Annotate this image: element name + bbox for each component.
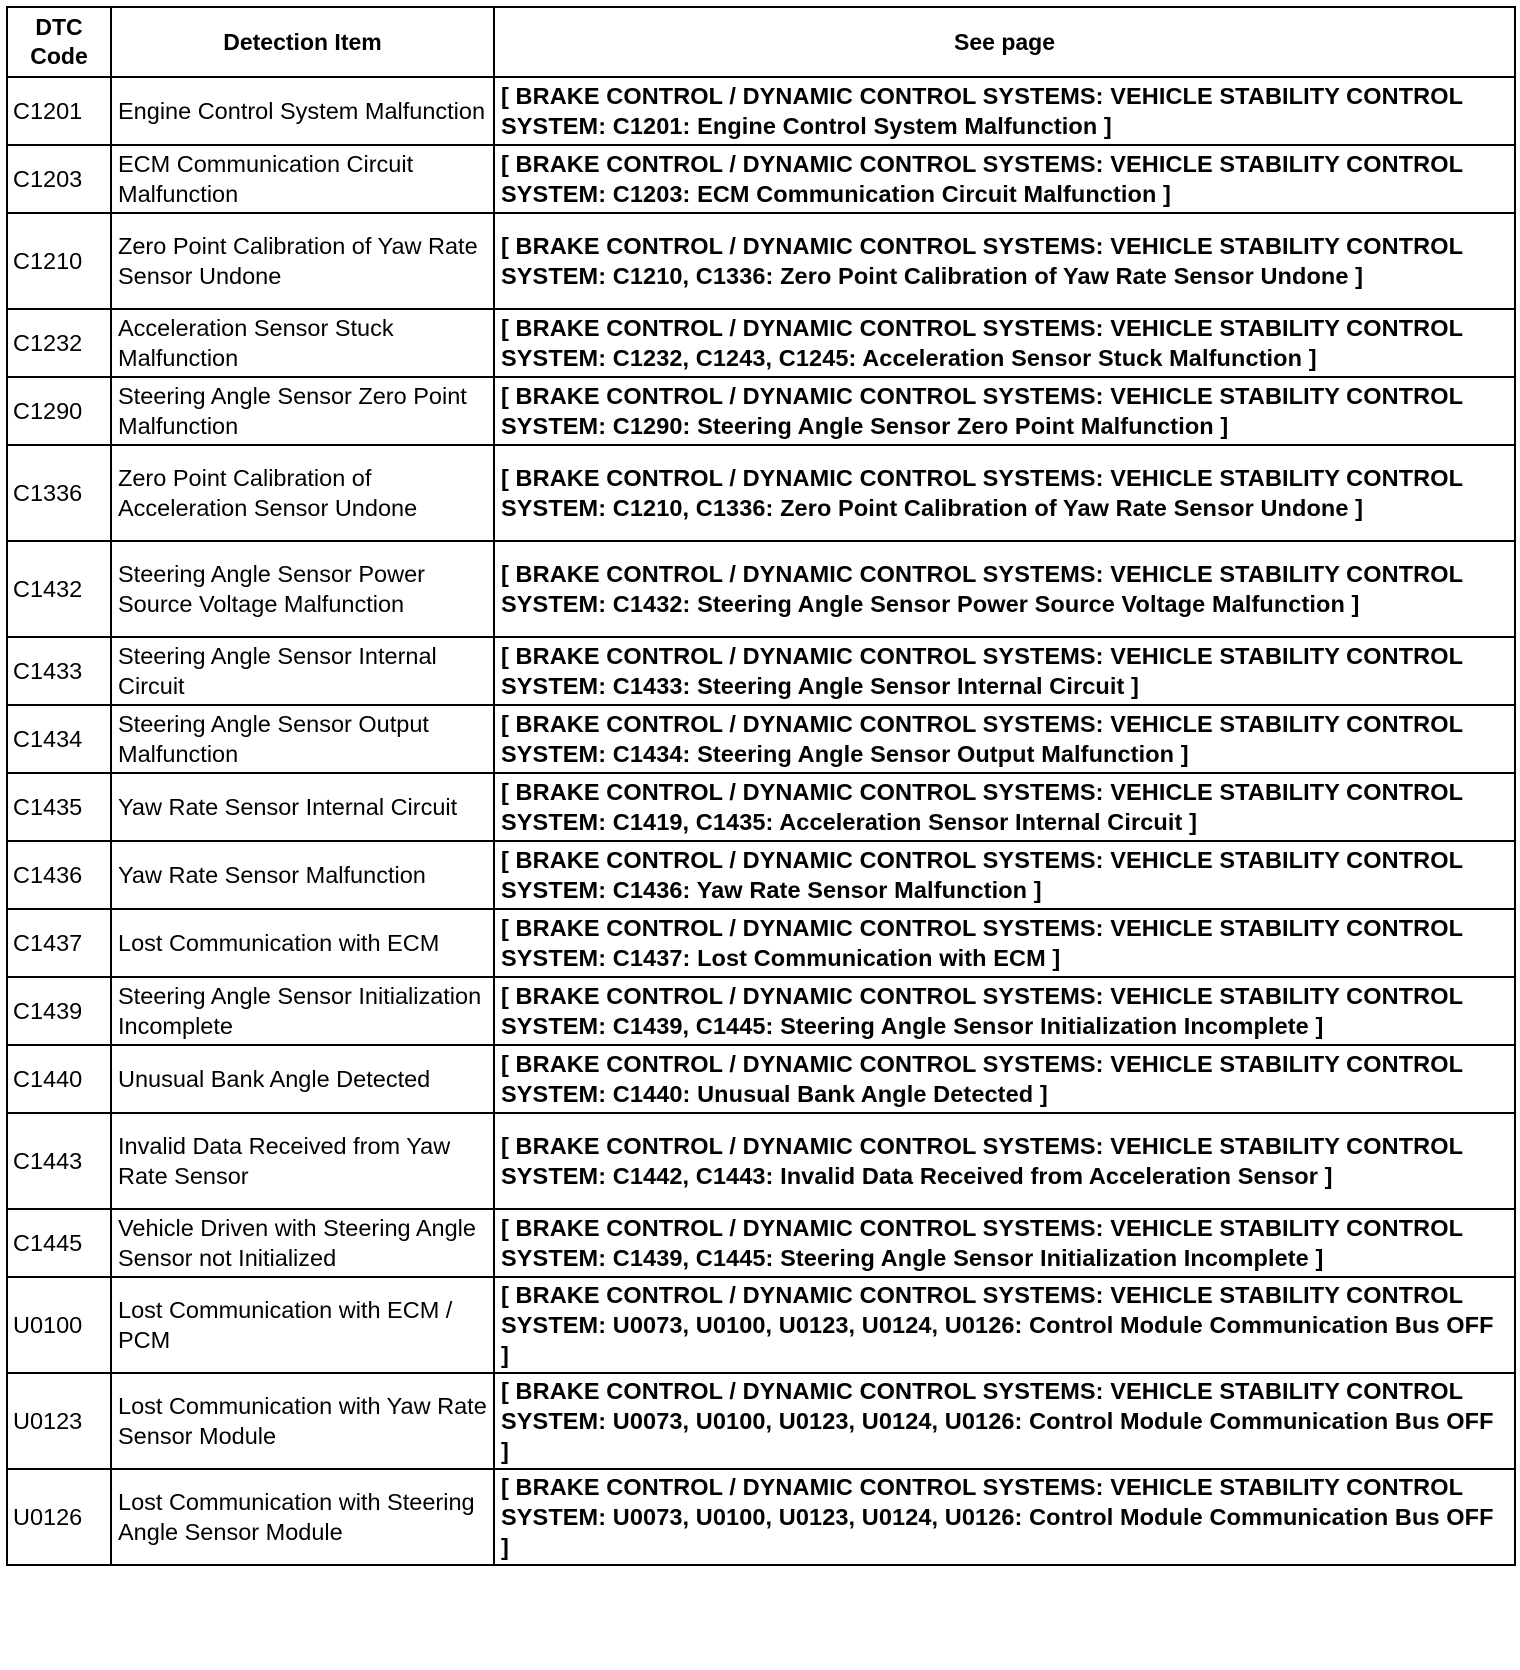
table-row <box>7 213 1515 309</box>
table-header-row <box>7 7 1515 77</box>
detection-item-cell: Steering Angle Sensor Power Source Voltage Malfunction <box>111 541 494 637</box>
detection-item-cell: Lost Communication with ECM <box>111 909 494 977</box>
detection-item-cell: Acceleration Sensor Stuck Malfunction <box>111 309 494 377</box>
dtc-code-cell: C1210 <box>7 213 111 309</box>
table-row <box>7 541 1515 637</box>
detection-item-cell: Lost Communication with ECM / PCM <box>111 1277 494 1373</box>
see-page-link[interactable]: [ BRAKE CONTROL / DYNAMIC CONTROL SYSTEMS: VEHICLE STABILITY CONTROL SYSTEM: C1442, C1443: Invalid Data Received from Acceleration Sensor ] <box>494 1113 1515 1209</box>
detection-item-cell: Engine Control System Malfunction <box>111 77 494 145</box>
see-page-link[interactable]: [ BRAKE CONTROL / DYNAMIC CONTROL SYSTEMS: VEHICLE STABILITY CONTROL SYSTEM: C1434: Steering Angle Sensor Output Malfunction ] <box>494 705 1515 773</box>
dtc-table <box>6 6 1516 1566</box>
see-page-link[interactable]: [ BRAKE CONTROL / DYNAMIC CONTROL SYSTEMS: VEHICLE STABILITY CONTROL SYSTEM: C1419, C1435: Acceleration Sensor Internal Circuit ] <box>494 773 1515 841</box>
table-row <box>7 1209 1515 1277</box>
detection-item-cell: Invalid Data Received from Yaw Rate Sensor <box>111 1113 494 1209</box>
dtc-code-cell: U0126 <box>7 1469 111 1565</box>
header-dtc-code-line2: Code <box>30 43 88 69</box>
dtc-code-cell: U0100 <box>7 1277 111 1373</box>
see-page-link[interactable]: [ BRAKE CONTROL / DYNAMIC CONTROL SYSTEMS: VEHICLE STABILITY CONTROL SYSTEM: C1433: Steering Angle Sensor Internal Circuit ] <box>494 637 1515 705</box>
header-dtc-code-line1: DTC <box>35 14 83 40</box>
detection-item-cell: Yaw Rate Sensor Internal Circuit <box>111 773 494 841</box>
see-page-link[interactable]: [ BRAKE CONTROL / DYNAMIC CONTROL SYSTEMS: VEHICLE STABILITY CONTROL SYSTEM: U0073, U0100, U0123, U0124, U0126: Control Module Communication Bus OFF ] <box>494 1277 1515 1373</box>
detection-item-cell: Lost Communication with Steering Angle Sensor Module <box>111 1469 494 1565</box>
table-row <box>7 1277 1515 1373</box>
detection-item-cell: ECM Communication Circuit Malfunction <box>111 145 494 213</box>
see-page-link[interactable]: [ BRAKE CONTROL / DYNAMIC CONTROL SYSTEMS: VEHICLE STABILITY CONTROL SYSTEM: C1210, C1336: Zero Point Calibration of Yaw Rate Sensor Undone ] <box>494 213 1515 309</box>
see-page-link[interactable]: [ BRAKE CONTROL / DYNAMIC CONTROL SYSTEMS: VEHICLE STABILITY CONTROL SYSTEM: C1437: Lost Communication with ECM ] <box>494 909 1515 977</box>
dtc-code-cell: C1290 <box>7 377 111 445</box>
see-page-link[interactable]: [ BRAKE CONTROL / DYNAMIC CONTROL SYSTEMS: VEHICLE STABILITY CONTROL SYSTEM: C1436: Yaw Rate Sensor Malfunction ] <box>494 841 1515 909</box>
dtc-code-cell: C1434 <box>7 705 111 773</box>
dtc-code-cell: C1437 <box>7 909 111 977</box>
table-row <box>7 1113 1515 1209</box>
dtc-code-cell: C1336 <box>7 445 111 541</box>
dtc-code-cell: C1201 <box>7 77 111 145</box>
header-dtc-code <box>7 7 111 77</box>
dtc-code-cell: U0123 <box>7 1373 111 1469</box>
see-page-link[interactable]: [ BRAKE CONTROL / DYNAMIC CONTROL SYSTEMS: VEHICLE STABILITY CONTROL SYSTEM: C1232, C1243, C1245: Acceleration Sensor Stuck Malfunction ] <box>494 309 1515 377</box>
header-detection-item: Detection Item <box>111 7 494 77</box>
dtc-code-cell: C1440 <box>7 1045 111 1113</box>
detection-item-cell: Lost Communication with Yaw Rate Sensor Module <box>111 1373 494 1469</box>
see-page-link[interactable]: [ BRAKE CONTROL / DYNAMIC CONTROL SYSTEMS: VEHICLE STABILITY CONTROL SYSTEM: C1439, C1445: Steering Angle Sensor Initialization Incomplete ] <box>494 1209 1515 1277</box>
header-see-page: See page <box>494 7 1515 77</box>
table-row <box>7 1469 1515 1565</box>
see-page-link[interactable]: [ BRAKE CONTROL / DYNAMIC CONTROL SYSTEMS: VEHICLE STABILITY CONTROL SYSTEM: U0073, U0100, U0123, U0124, U0126: Control Module Communication Bus OFF ] <box>494 1373 1515 1469</box>
table-row <box>7 377 1515 445</box>
table-row <box>7 841 1515 909</box>
dtc-code-cell: C1433 <box>7 637 111 705</box>
detection-item-cell: Steering Angle Sensor Output Malfunction <box>111 705 494 773</box>
detection-item-cell: Unusual Bank Angle Detected <box>111 1045 494 1113</box>
table-row <box>7 445 1515 541</box>
detection-item-cell: Yaw Rate Sensor Malfunction <box>111 841 494 909</box>
table-row <box>7 1045 1515 1113</box>
see-page-link[interactable]: [ BRAKE CONTROL / DYNAMIC CONTROL SYSTEMS: VEHICLE STABILITY CONTROL SYSTEM: C1201: Engine Control System Malfunction ] <box>494 77 1515 145</box>
detection-item-cell: Steering Angle Sensor Zero Point Malfunction <box>111 377 494 445</box>
dtc-code-cell: C1436 <box>7 841 111 909</box>
table-row <box>7 773 1515 841</box>
detection-item-cell: Steering Angle Sensor Initialization Incomplete <box>111 977 494 1045</box>
see-page-link[interactable]: [ BRAKE CONTROL / DYNAMIC CONTROL SYSTEMS: VEHICLE STABILITY CONTROL SYSTEM: C1210, C1336: Zero Point Calibration of Yaw Rate Sensor Undone ] <box>494 445 1515 541</box>
see-page-link[interactable]: [ BRAKE CONTROL / DYNAMIC CONTROL SYSTEMS: VEHICLE STABILITY CONTROL SYSTEM: C1440: Unusual Bank Angle Detected ] <box>494 1045 1515 1113</box>
see-page-link[interactable]: [ BRAKE CONTROL / DYNAMIC CONTROL SYSTEMS: VEHICLE STABILITY CONTROL SYSTEM: C1439, C1445: Steering Angle Sensor Initialization Incomplete ] <box>494 977 1515 1045</box>
table-row <box>7 705 1515 773</box>
see-page-link[interactable]: [ BRAKE CONTROL / DYNAMIC CONTROL SYSTEMS: VEHICLE STABILITY CONTROL SYSTEM: C1290: Steering Angle Sensor Zero Point Malfunction ] <box>494 377 1515 445</box>
detection-item-cell: Zero Point Calibration of Yaw Rate Sensor Undone <box>111 213 494 309</box>
dtc-code-cell: C1232 <box>7 309 111 377</box>
detection-item-cell: Zero Point Calibration of Acceleration Sensor Undone <box>111 445 494 541</box>
table-row <box>7 1373 1515 1469</box>
table-row <box>7 77 1515 145</box>
table-row <box>7 977 1515 1045</box>
dtc-code-cell: C1443 <box>7 1113 111 1209</box>
see-page-link[interactable]: [ BRAKE CONTROL / DYNAMIC CONTROL SYSTEMS: VEHICLE STABILITY CONTROL SYSTEM: C1432: Steering Angle Sensor Power Source Voltage Malfunction ] <box>494 541 1515 637</box>
table-row <box>7 637 1515 705</box>
table-body <box>7 77 1515 1565</box>
dtc-code-cell: C1432 <box>7 541 111 637</box>
see-page-link[interactable]: [ BRAKE CONTROL / DYNAMIC CONTROL SYSTEMS: VEHICLE STABILITY CONTROL SYSTEM: C1203: ECM Communication Circuit Malfunction ] <box>494 145 1515 213</box>
dtc-code-cell: C1203 <box>7 145 111 213</box>
detection-item-cell: Vehicle Driven with Steering Angle Sensor not Initialized <box>111 1209 494 1277</box>
see-page-link[interactable]: [ BRAKE CONTROL / DYNAMIC CONTROL SYSTEMS: VEHICLE STABILITY CONTROL SYSTEM: U0073, U0100, U0123, U0124, U0126: Control Module Communication Bus OFF ] <box>494 1469 1515 1565</box>
table-row <box>7 909 1515 977</box>
table-row <box>7 145 1515 213</box>
dtc-code-cell: C1439 <box>7 977 111 1045</box>
detection-item-cell: Steering Angle Sensor Internal Circuit <box>111 637 494 705</box>
table-row <box>7 309 1515 377</box>
dtc-code-cell: C1445 <box>7 1209 111 1277</box>
dtc-code-cell: C1435 <box>7 773 111 841</box>
